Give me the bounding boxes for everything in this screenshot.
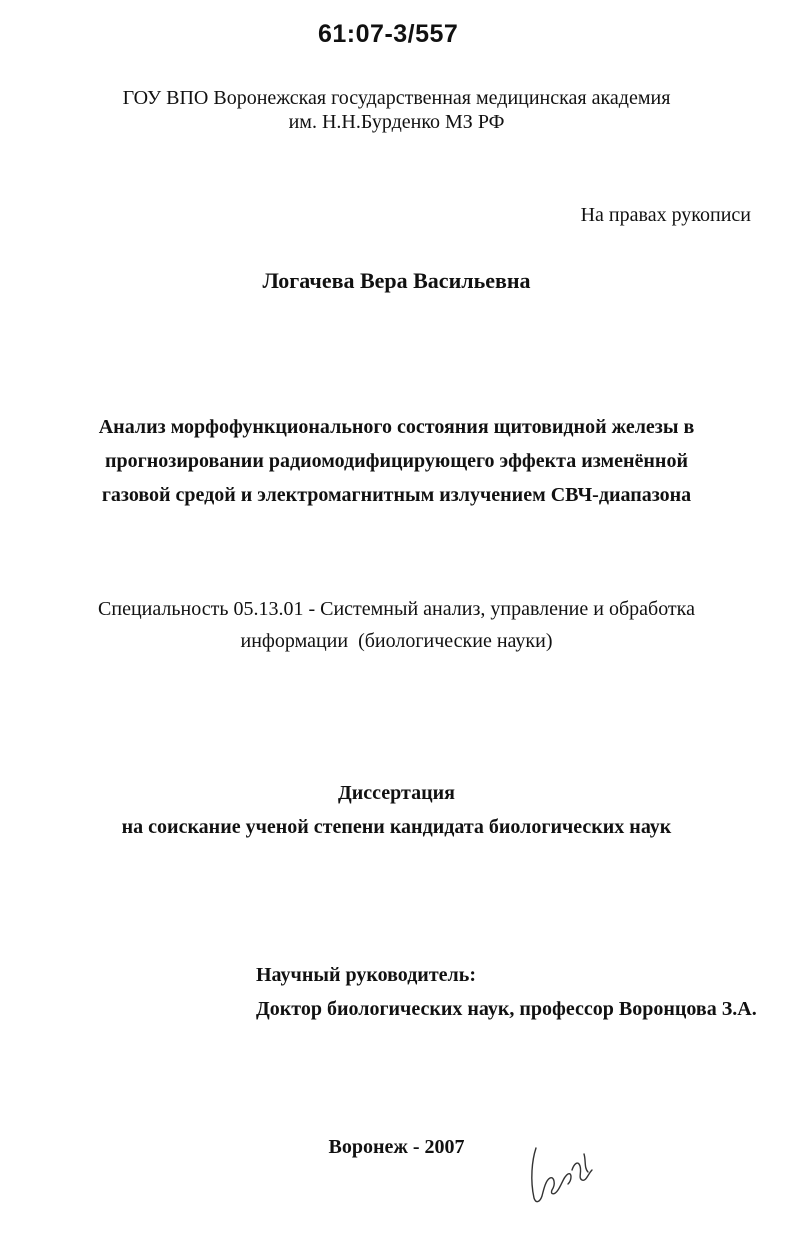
supervisor-label: Научный руководитель: (256, 964, 476, 986)
dissertation-subtitle: на соискание ученой степени кандидата биологических наук (121, 816, 672, 838)
institution-header (0, 86, 793, 134)
specialty-line-1: Специальность 05.13.01 - Системный анализ, управление и обработка (98, 598, 695, 620)
dissertation-block (0, 776, 793, 844)
supervisor-name: Доктор биологических наук, профессор Воронцова З.А. (256, 998, 757, 1020)
institution-line-2: им. Н.Н.Бурденко МЗ РФ (288, 111, 505, 133)
handwritten-signature (522, 1140, 602, 1210)
archive-stamp-number: 61:07-3/557 (318, 20, 459, 48)
manuscript-rights-note: На правах рукописи (580, 204, 751, 226)
title-line-1: Анализ морфофункционального состояния щитовидной железы в (98, 416, 695, 438)
specialty-block (0, 593, 793, 657)
dissertation-heading: Диссертация (338, 782, 455, 804)
title-line-2: прогнозировании радиомодифицирующего эффекта изменённой (105, 450, 688, 472)
institution-line-1: ГОУ ВПО Воронежская государственная медицинская академия (122, 87, 671, 109)
author-name: Логачева Вера Васильевна (262, 268, 531, 293)
dissertation-title (0, 410, 793, 512)
city-year: Воронеж - 2007 (328, 1136, 465, 1158)
supervisor-block (256, 958, 757, 1026)
title-line-3: газовой средой и электромагнитным излучением СВЧ-диапазона (101, 484, 692, 506)
specialty-line-2: информации (биологические науки) (240, 630, 553, 652)
